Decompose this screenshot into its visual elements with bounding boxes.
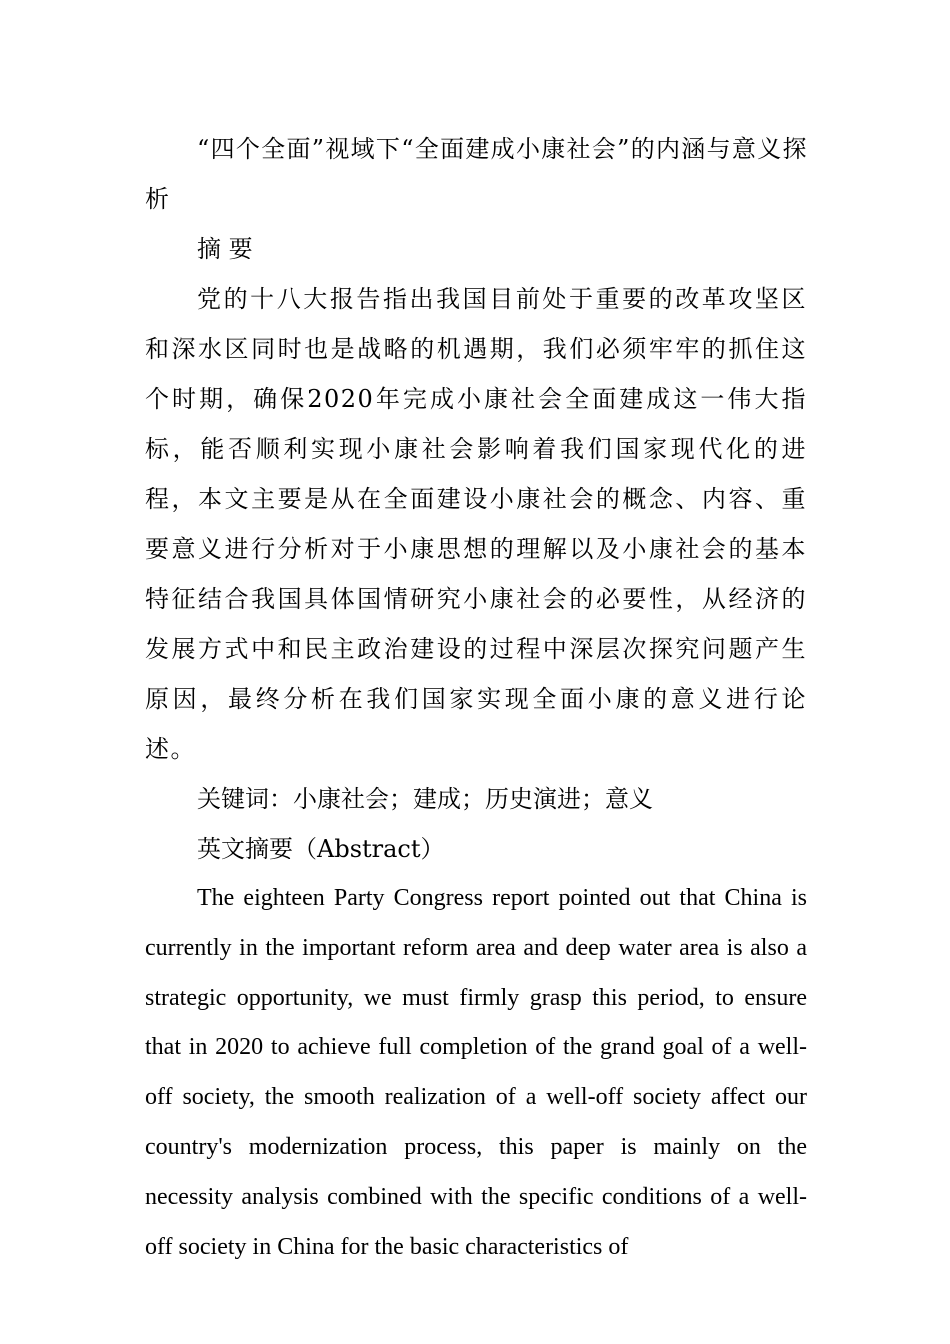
document-title: “四个全面”视域下“全面建成小康社会”的内涵与意义探析 [145, 135, 807, 213]
abstract-chinese: 党的十八大报告指出我国目前处于重要的改革攻坚区和深水区同时也是战略的机遇期，我们必须牢牢的抓住这个时期，确保2020年完成小康社会全面建成这一伟大指标，能否顺利实现小康社会影响着我们国家现代化的进程，本文主要是从在全面建设小康社会的概念、内容、重要意义进行分析对于小康思想的理解以及小康社会的基本特征结合我国具体国情研究小康社会的必要性，从经济的发展方式中和民主政治建设的过程中深层次探究问题产生原因，最终分析在我们国家实现全面小康的意义进行论述。 [145, 285, 807, 763]
document-body [145, 124, 807, 1272]
abstract-heading: 摘 要 [197, 235, 253, 263]
abstract-english-heading: 英文摘要（Abstract） [197, 835, 445, 863]
abstract-english: The eighteen Party Congress report pointed out that China is currently in the important reform area and deep water area is also a strategic opportunity, we must firmly grasp this period, to ensure that in 2020 to achieve full completion of the grand goal of a well-off society, the smooth realization of a well-off society affect our country's modernization process, this paper is mainly on the necessity analysis combined with the specific conditions of a well-off society in China for the basic characteristics of [145, 885, 807, 1260]
keywords: 关键词：小康社会；建成；历史演进；意义 [197, 785, 653, 813]
